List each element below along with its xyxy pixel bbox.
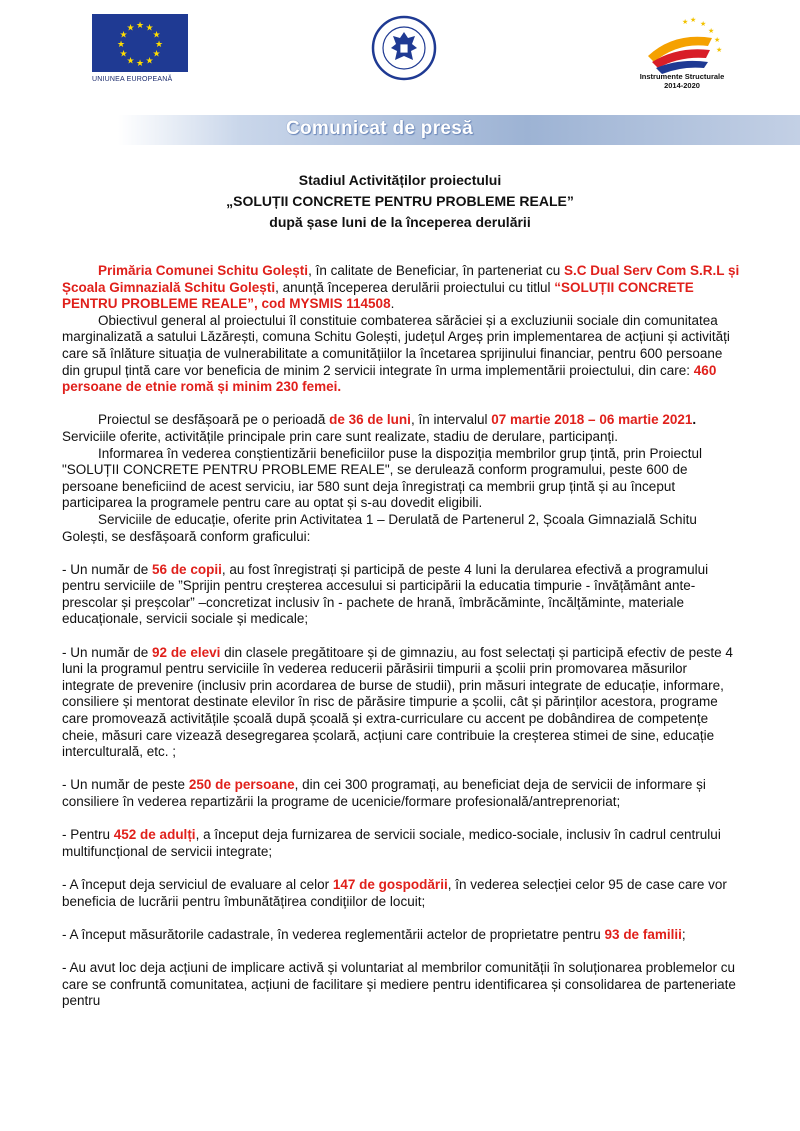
spacer [62,943,742,960]
spacer [62,396,742,413]
structural-instruments-caption [626,72,738,90]
svg-text:★: ★ [716,46,723,54]
document-title [0,170,800,233]
structural-instruments-caption-line1: Instrumente Structurale [639,72,725,81]
text-run: - A început măsurătorile cadastrale, în vederea reglementării actelor de proprietatre pentru [62,926,605,942]
eu-caption: UNIUNEA EUROPEANĂ [92,76,173,83]
svg-text:★: ★ [682,18,689,26]
government-seal-icon [369,14,439,82]
svg-text:★: ★ [119,49,128,60]
adults-count: 452 de adulți [113,827,196,843]
spacer [62,811,742,828]
text-run: - Un număr de [62,561,153,577]
title-line-2: „SOLUȚII CONCRETE PENTRU PROBLEME REALE” [226,193,574,209]
duration-interval: 07 martie 2018 – 06 martie 2021 [491,412,693,428]
text-run: , anunță începerea derulării proiectului cu titlul [275,279,555,295]
eu-flag-icon [92,14,188,72]
project-title: “SOLUȚII CONCRETE PENTRU PROBLEME REALE”, cod MYSMIS 114508 [62,279,694,312]
spacer [62,761,742,778]
title-line-1: Stadiul Activităților proiectului [298,172,502,188]
text-run: - Pentru [62,827,114,843]
education-paragraph: Serviciile de educație, oferite prin Activitatea 1 – Derulată de Partenerul 2, Școala Gimnazială Schitu Golești, se desfășoară conform graficului: [62,511,697,544]
text-run: . [692,412,697,428]
information-paragraph: Informarea în vederea conștientizării beneficiilor puse la dispoziția membrilor grup țintă, prin Proiectul "SOLUȚII CONCRETE PENTRU PROBLEME REALE", se derulează conform programului, peste 600 de persoane beneficiind de acest serviciu, iar 580 sunt deja înregistrați ca membrii grup țintă și au început participarea la programele pentru care au optat și s-au dovedit eligibili. [62,445,703,511]
bullet-adults [62,827,742,860]
beneficiary-name: Primăria Comunei Schitu Golești [98,263,309,278]
svg-text:★: ★ [700,20,707,28]
bullet-families [62,927,742,944]
bullet-children [62,562,742,628]
svg-text:★: ★ [116,40,126,50]
svg-text:★: ★ [152,30,161,41]
spacer [62,628,742,645]
persons-count: 250 de persoane [188,777,295,793]
partners-name: S.C Dual Serv Com S.R.L și Școala Gimnazială Schitu Golești [62,263,740,295]
text-run: , în calitate de Beneficiar, în parteneriat cu [308,263,564,278]
objective-paragraph [62,313,742,396]
pupils-count: 92 de elevi [152,644,221,660]
text-run: . [390,296,395,312]
svg-text:★: ★ [126,56,135,67]
spacer [62,910,742,927]
banner-title: Comunicat de presă [286,118,474,139]
structural-instruments-caption-line2: 2014-2020 [664,81,700,90]
duration-paragraph [62,412,742,429]
logo-header [0,0,800,110]
svg-text:★: ★ [145,23,154,34]
text-run: , în vederea selecției celor 95 de case care vor beneficia de lucrării pentru îmbunătățirea condițiilor de locuit; [62,876,727,909]
households-count: 147 de gospodării [332,876,448,892]
eu-logo [92,14,188,83]
text-run: Obiectivul general al proiectului îl constituie combaterea sărăciei și a excluziunii sociale din comunitatea marginalizată a satului Lăzărești, comuna Schitu Golești, județul Argeș prin implementarea de acțiuni și activități care să înlăture situația de vulnerabilitate a comunitățiilor la încetarea sprijinului financiar, pentru 600 persoane din grupul țintă care vor beneficia de minim 2 servicii integrate în urma implementării proiectului, din care: [62,312,730,378]
text-run: , din cei 300 programați, au beneficiat deja de servicii de informare și consiliere în vederea repartizării la programe de ucenicie/formare profesională/antreprenoriat; [62,777,706,809]
bullet-pupils [62,645,742,761]
svg-text:★: ★ [126,23,135,34]
svg-text:★: ★ [135,59,145,69]
text-run: - Un număr de [62,644,153,660]
text-run: , a început deja furnizarea de servicii sociale, medico-sociale, inclusiv în cadrul centrului multifuncțional de servicii integrate; [62,827,721,859]
text-run: , au fost înregistrați și participă de peste 4 luni la derularea efectivă a programului pentru serviciile de ”Sprijin pentru creșterea accesului si participării la educatia timpurie - învățământ ante-prescolar și preșcolar” –concretizat inclusiv în - pachete de hrană, îmbrăcăminte, încălțăminte, materiale educaționale, servicii sociale și medicale; [62,561,709,627]
text-run: din clasele pregătitoare și de gimnaziu, au fost selectați și participă efectiv de peste 4 luni la programul pentru serviciile în vederea reducerii părăsirii timpurii a școlii prin promovarea măsurilor integrate de prevenire (inclusiv prin acordarea de burse de studii), prin măsuri integrate de educație, informare, consiliere și mentorat destinate elevilor în risc de părăsire timpurie a școlii, cât și părinților acestora, programe care promovează activitățile școală după școală și extra-curriculare cu accent pe dobândirea de competențe cheie, măsuri care vizează desegregarea școlară, acțiuni care contribuie la creșterea stimei de sine, educație interculturală, etc. ; [62,644,733,760]
text-run: ; [681,926,686,942]
text-run: - A început deja serviciul de evaluare al celor [62,876,333,892]
bullet-persons [62,777,742,810]
svg-text:★: ★ [145,56,154,67]
bullet-households [62,877,742,910]
intro-paragraph [62,263,742,313]
svg-text:★: ★ [714,36,721,44]
spacer [62,545,742,562]
svg-text:★: ★ [708,27,715,35]
svg-text:★: ★ [690,16,697,24]
women-count: și minim 230 femei. [213,379,342,395]
title-line-3: după șase luni de la începerea derulării [269,214,531,230]
document-body [62,263,742,1010]
text-run: - Un număr de peste [62,777,189,793]
text-run: , în intervalul [410,412,492,428]
svg-text:★: ★ [154,40,164,50]
svg-text:★: ★ [119,30,128,41]
roma-count: 460 persoane de etnie romă [62,362,717,395]
families-count: 93 de familii [604,926,682,942]
text-run: Proiectul se desfășoară pe o perioadă [98,412,330,428]
services-intro-paragraph: Serviciile oferite, activitățile principale prin care sunt realizate, stadiu de derulare, participanți. [62,428,619,444]
spacer [62,860,742,877]
press-release-banner [118,115,800,145]
children-count: 56 de copii [152,561,222,577]
duration-months: de 36 de luni [329,412,411,428]
svg-text:★: ★ [135,21,145,31]
svg-text:★: ★ [152,49,161,60]
bullet-community: - Au avut loc deja acțiuni de implicare activă și voluntariat al membrilor comunității în soluționarea problemelor cu care se confruntă comunitatea, acțiuni de facilitare și mediere pentru identificarea și consolidarea de parteneriate pentru [62,959,736,1009]
